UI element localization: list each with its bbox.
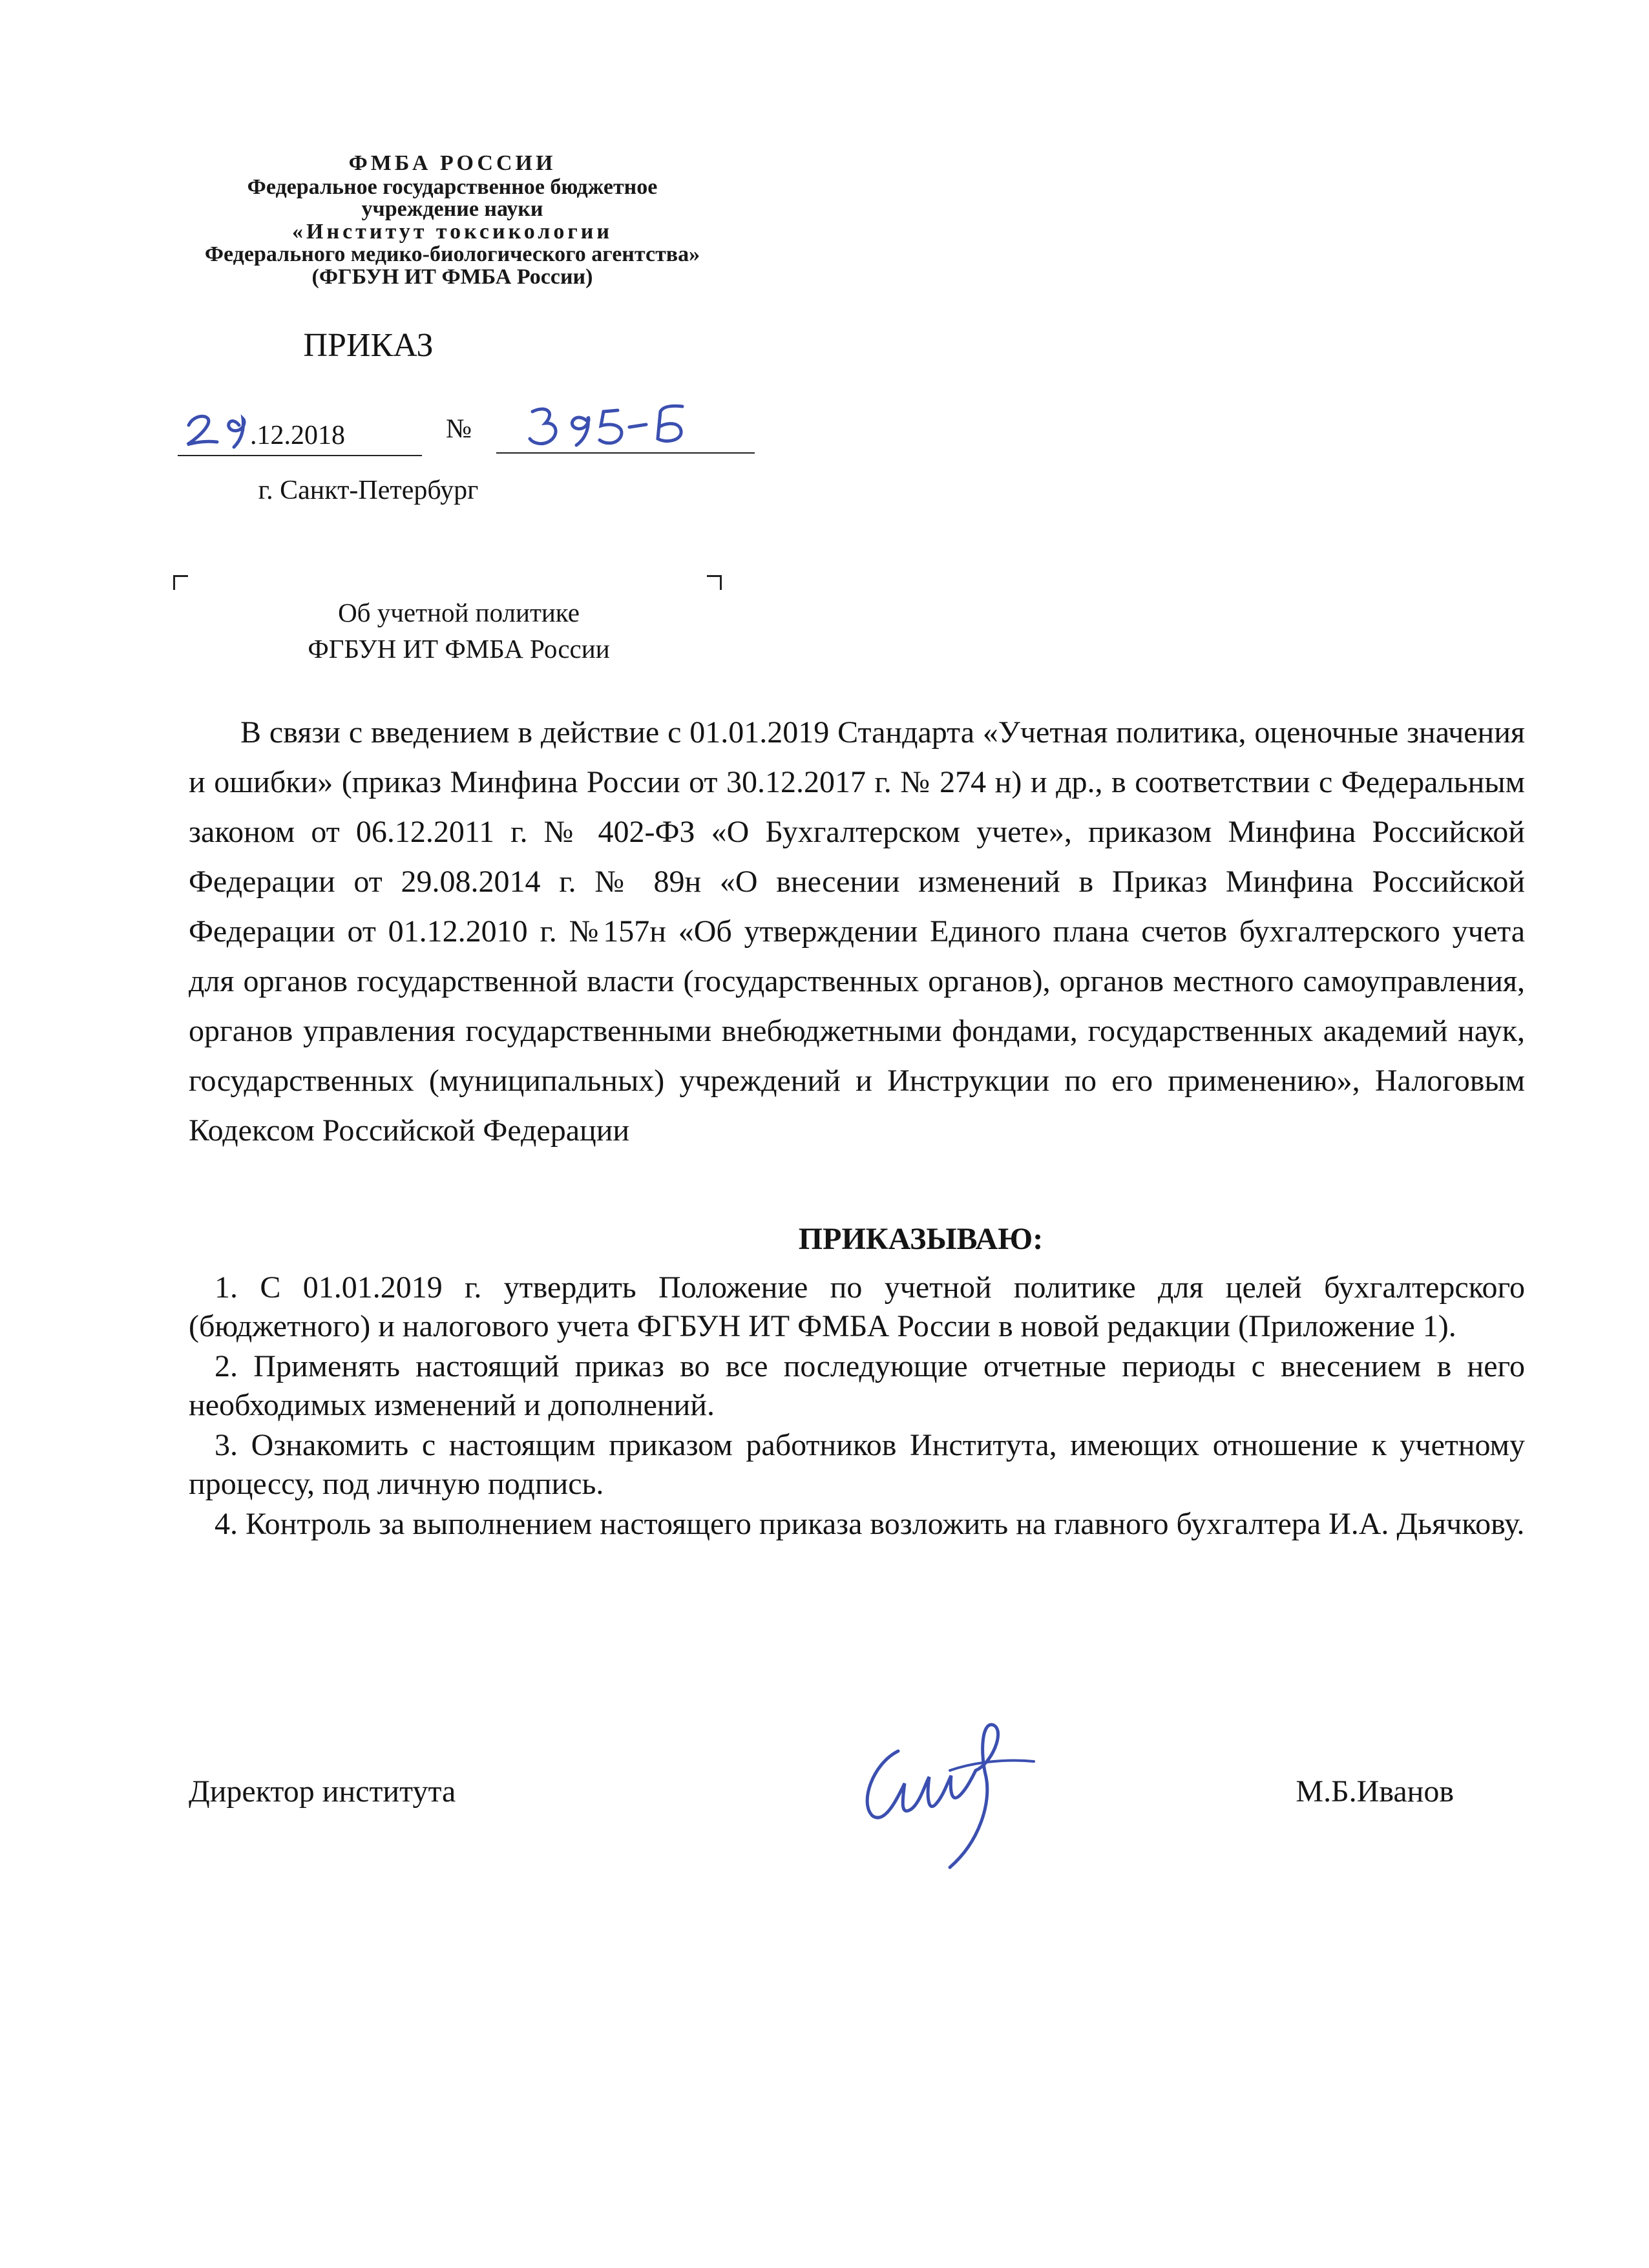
institution-abbreviation: (ФГБУН ИТ ФМБА России) — [311, 265, 593, 289]
order-subject — [213, 594, 704, 667]
handwritten-day — [182, 399, 273, 451]
order-item: 4. Контроль за выполнением настоящего приказа возложить на главного бухгалтера И.А. Дьячкову. — [215, 1507, 1525, 1541]
order-items-list — [189, 1268, 1525, 1545]
order-item: 1. С 01.01.2019 г. утвердить Положение по учетной политике для целей бухгалтерского (бюджетного) и налогового учета ФГБУН ИТ ФМБА России в новой редакции (Приложение 1). — [189, 1270, 1525, 1343]
number-sign: № — [446, 414, 472, 444]
city-of-issue: г. Санкт-Петербург — [258, 476, 479, 505]
handwritten-signature — [853, 1706, 1047, 1874]
order-number-field — [496, 452, 755, 454]
order-date-suffix: .12.2018 — [250, 421, 345, 450]
institution-name-line3: «Институт токсикологии — [292, 220, 613, 244]
corner-mark-right — [707, 575, 722, 590]
order-item: 2. Применять настоящий приказ во все последующие отчетные периоды с внесением в него необходимых изменений и дополнений. — [189, 1349, 1525, 1422]
corner-mark-left — [173, 575, 188, 590]
subject-line2: ФГБУН ИТ ФМБА России — [308, 634, 610, 664]
institution-name-line4: Федерального медико-биологического агентства» — [204, 242, 700, 266]
signatory-name: М.Б.Иванов — [1296, 1774, 1454, 1809]
preamble-paragraph: В связи с введением в действие с 01.01.2019 Стандарта «Учетная политика, оценочные значения и ошибки» (приказ Минфина России от 30.12.2017 г. № 274 н) и др., в соответствии с Федеральным законом от 06.12.2011 г. № 402-ФЗ «О Бухгалтерском учете», приказом Минфина Российской Федерации от 29.08.2014 г. № 89н «О внесении изменений в Приказ Минфина Российской Федерации от 01.12.2010 г. №157н «Об утверждении Единого плана счетов бухгалтерского учета для органов государственной власти (государственных органов), органов местного самоуправления, органов управления государственными внебюджетными фондами, государственных академий наук, государственных (муниципальных) учреждений и Инструкции по его применению», Налоговым Кодексом Российской Федерации — [189, 715, 1525, 1148]
institution-name-line1: Федеральное государственное бюджетное — [247, 175, 658, 199]
subject-line1: Об учетной политике — [338, 598, 580, 627]
document-title: ПРИКАЗ — [303, 327, 434, 364]
handwritten-order-number — [523, 397, 704, 452]
order-directive-heading: ПРИКАЗЫВАЮ: — [798, 1222, 1044, 1256]
agency-name: ФМБА РОССИИ — [348, 151, 556, 175]
order-item: 3. Ознакомить с настоящим приказом работников Института, имеющих отношение к учетному процессу, под личную подпись. — [189, 1428, 1525, 1501]
institution-name-line2: учреждение науки — [361, 197, 543, 221]
signatory-role: Директор института — [189, 1774, 456, 1809]
